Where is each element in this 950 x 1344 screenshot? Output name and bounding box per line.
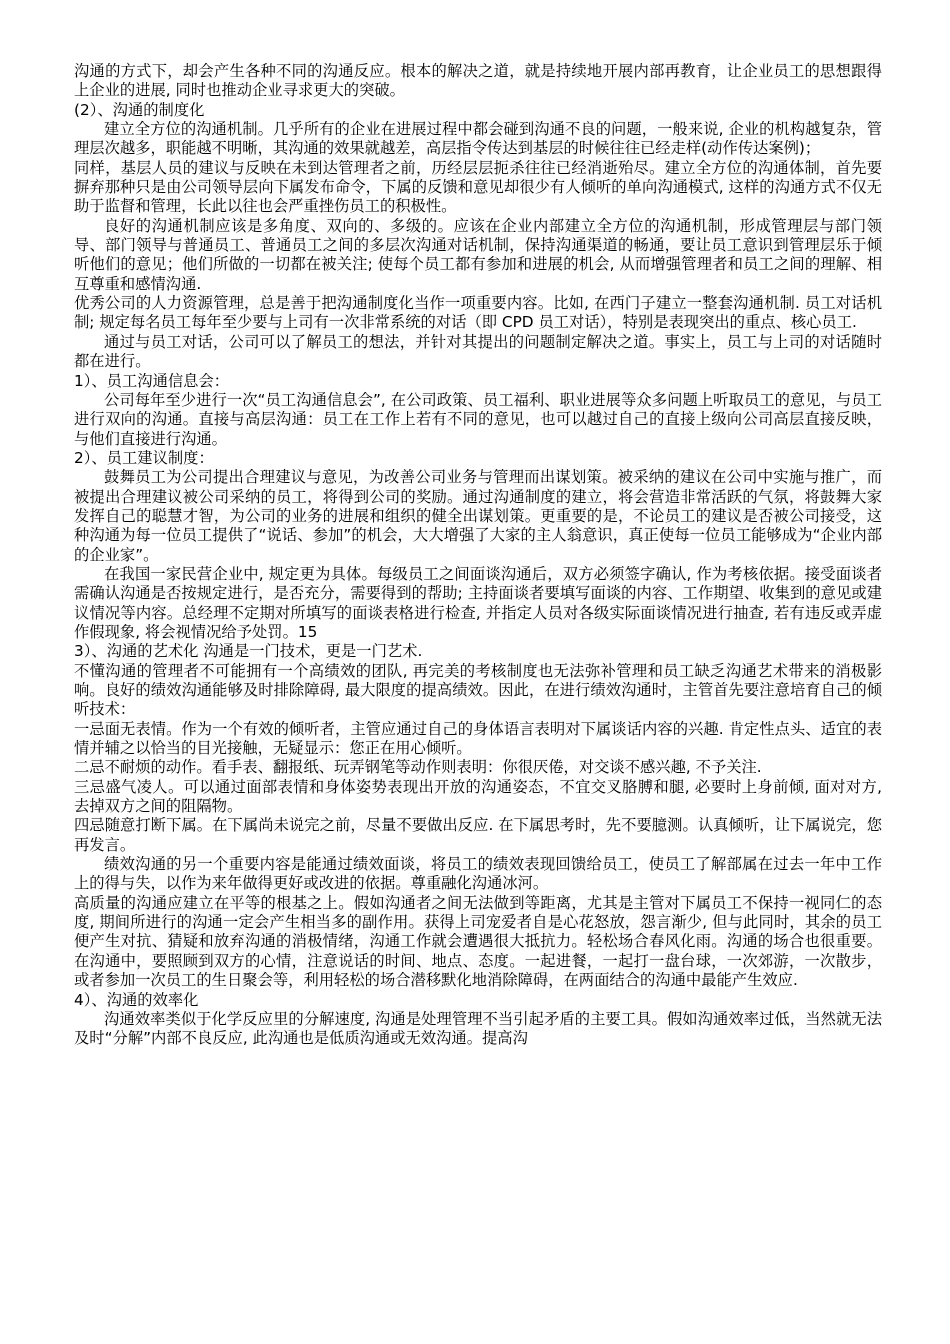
section-heading-art: 3）、沟通的艺术化 沟通是一门技术，更是一门艺术.: [74, 642, 423, 661]
paragraph-efficiency: 沟通效率类似于化学反应里的分解速度, 沟通是处理管理不当引起矛盾的主要工具。假如沟通效率过低，当然就无法及时“分解”内部不良反应, 此沟通也是低质沟通或无效沟通。提高沟: [74, 1009, 882, 1048]
paragraph-grassroots: 同样，基层人员的建议与反映在未到达管理者之前，历经层层扼杀往往已经消逝殆尽。建立全方位的沟通体制，首先要摒弃那种只是由公司领导层向下属发布命令，下属的反馈和意见却很少有人倾听的单向沟通模式, 这样的沟通方式不仅无助于监督和管理，长此以往也会严重挫伤员工的积极性。: [74, 158, 882, 216]
paragraph-taboo-four: 四忌随意打断下属。在下属尚未说完之前，尽量不要做出反应. 在下属思考时，先不要臆测。认真倾听，让下属说完，您再发言。: [74, 816, 882, 854]
paragraph-good-mechanism: 良好的沟通机制应该是多角度、双向的、多级的。应该在企业内部建立全方位的沟通机制，形成管理层与部门领导、部门领导与普通员工、普通员工之间的多层次沟通对话机制，保持沟通渠道的畅通，要让员工意识到管理层乐于倾听他们的意见；他们所做的一切都在被关注; 使每个员工都有参加和进展的机会, 从而增强管理者和员工之间的理解、相互尊重和感情沟通.: [74, 216, 882, 293]
paragraph-suggestion: 鼓舞员工为公司提出合理建议与意见，为改善公司业务与管理而出谋划策。被采纳的建议在公司中实施与推广，而被提出合理建议被公司采纳的员工，将得到公司的奖励。通过沟通制度的建立，将会营造非常活跃的气氛，将鼓舞大家发挥自己的聪慧才智，为公司的业务的进展和组织的健全出谋划策。更重要的是，不论员工的建议是否被公司接受，这种沟通为每一位员工提供了“说话、参加”的机会，大大增强了大家的主人翁意识，真正使每一位员工能够成为“企业内部的企业家”。: [74, 468, 882, 564]
paragraph-mechanism: 建立全方位的沟通机制。几乎所有的企业在进展过程中都会碰到沟通不良的问题，一般来说, 企业的机构越复杂，管理层次越多，职能越不明晰，其沟通的效果就越差，高层指令传达到基层的时候往往已经走样(动作传达案例)；: [74, 120, 882, 158]
paragraph-siemens: 优秀公司的人力资源管理，总是善于把沟通制度化当作一项重要内容。比如, 在西门子建立一整套沟通机制. 员工对话机制; 规定每名员工每年至少要与上司有一次非常系统的对话（即 CPD 员工对话），特别是表现突出的重点、核心员工.: [74, 294, 882, 332]
section-heading-info-meeting: 1）、员工沟通信息会：: [74, 371, 230, 390]
paragraph-performance-interview: 绩效沟通的另一个重要内容是能通过绩效面谈，将员工的绩效表现回馈给员工，使员工了解部属在过去一年中工作上的得与失，以作为来年做得更好或改进的依据。尊重融化沟通冰河。: [74, 855, 882, 893]
paragraph-taboo-one: 一忌面无表情。作为一个有效的倾听者，主管应通过自己的身体语言表明对下属谈话内容的兴趣. 肯定性点头、适宜的表情并辅之以恰当的目光接触，无疑显示：您正在用心倾听。: [74, 719, 882, 758]
paragraph-taboo-two: 二忌不耐烦的动作。看手表、翻报纸、玩弄钢笔等动作则表明：你很厌倦，对交谈不感兴趣, 不予关注.: [74, 758, 762, 777]
paragraph-dialogue: 通过与员工对话，公司可以了解员工的想法，并针对其提出的问题制定解决之道。事实上，员工与上司的对话随时都在进行。: [74, 332, 882, 371]
paragraph-private-enterprise: 在我国一家民营企业中, 规定更为具体。每级员工之间面谈沟通后，双方必须签字确认, 作为考核依据。接受面谈者需确认沟通是否按规定进行，是否充分，需要得到的帮助; 主持面谈者要填写面谈的内容、工作期望、收集到的意见或建议情况等内容。总经理不定期对所填写的面谈表格进行检查, 并指定人员对各级实际面谈情况进行抽查, 若有违反或弄虚作假现象, 将会视情况给予处罚。15: [74, 564, 882, 641]
section-heading-efficiency: 4）、沟通的效率化: [74, 990, 199, 1009]
paragraph-listening: 不懂沟通的管理者不可能拥有一个高绩效的团队, 再完美的考核制度也无法弥补管理和员工缺乏沟通艺术带来的消极影响。良好的绩效沟通能够及时排除障碍, 最大限度的提高绩效。因此，在进行绩效沟通时，主管首先要注意培育自己的倾听技术：: [74, 661, 882, 719]
paragraph-intro: 沟通的方式下，却会产生各种不同的沟通反应。根本的解决之道，就是持续地开展内部再教育，让企业员工的思想跟得上企业的进展, 同时也推动企业寻求更大的突破。: [74, 62, 882, 100]
section-heading-institutionalization: (2）、沟通的制度化: [74, 100, 205, 119]
paragraph-info-meeting: 公司每年至少进行一次“员工沟通信息会”, 在公司政策、员工福利、职业进展等众多问题上听取员工的意见，与员工进行双向的沟通。直接与高层沟通：员工在工作上若有不同的意见，也可以越过自己的直接上级向公司高层直接反映，与他们直接进行沟通。: [74, 390, 882, 448]
paragraph-taboo-three: 三忌盛气凌人。可以通过面部表情和身体姿势表现出开放的沟通姿态，不宜交叉胳膊和腿, 必要时上身前倾, 面对对方, 去掉双方之间的阻隔物。: [74, 777, 882, 816]
paragraph-equality: 高质量的沟通应建立在平等的根基之上。假如沟通者之间无法做到等距离，尤其是主管对下属员工不保持一视同仁的态度, 期间所进行的沟通一定会产生相当多的副作用。获得上司宠爱者自是心花怒放，怨言渐少, 但与此同时，其余的员工便产生对抗、猜疑和放弃沟通的消极情绪，沟通工作就会遭遇很大抵抗力。轻松场合春风化雨。沟通的场合也很重要。在沟通中，要照顾到双方的心情，注意说话的时间、地点、态度。一起进餐，一起打一盘台球，一次郊游，一次散步，或者参加一次员工的生日聚会等，利用轻松的场合潜移默化地消除障碍，在两面结合的沟通中最能产生效应.: [74, 893, 882, 990]
document-page: [74, 62, 882, 1049]
section-heading-suggestion: 2）、员工建议制度：: [74, 448, 214, 467]
